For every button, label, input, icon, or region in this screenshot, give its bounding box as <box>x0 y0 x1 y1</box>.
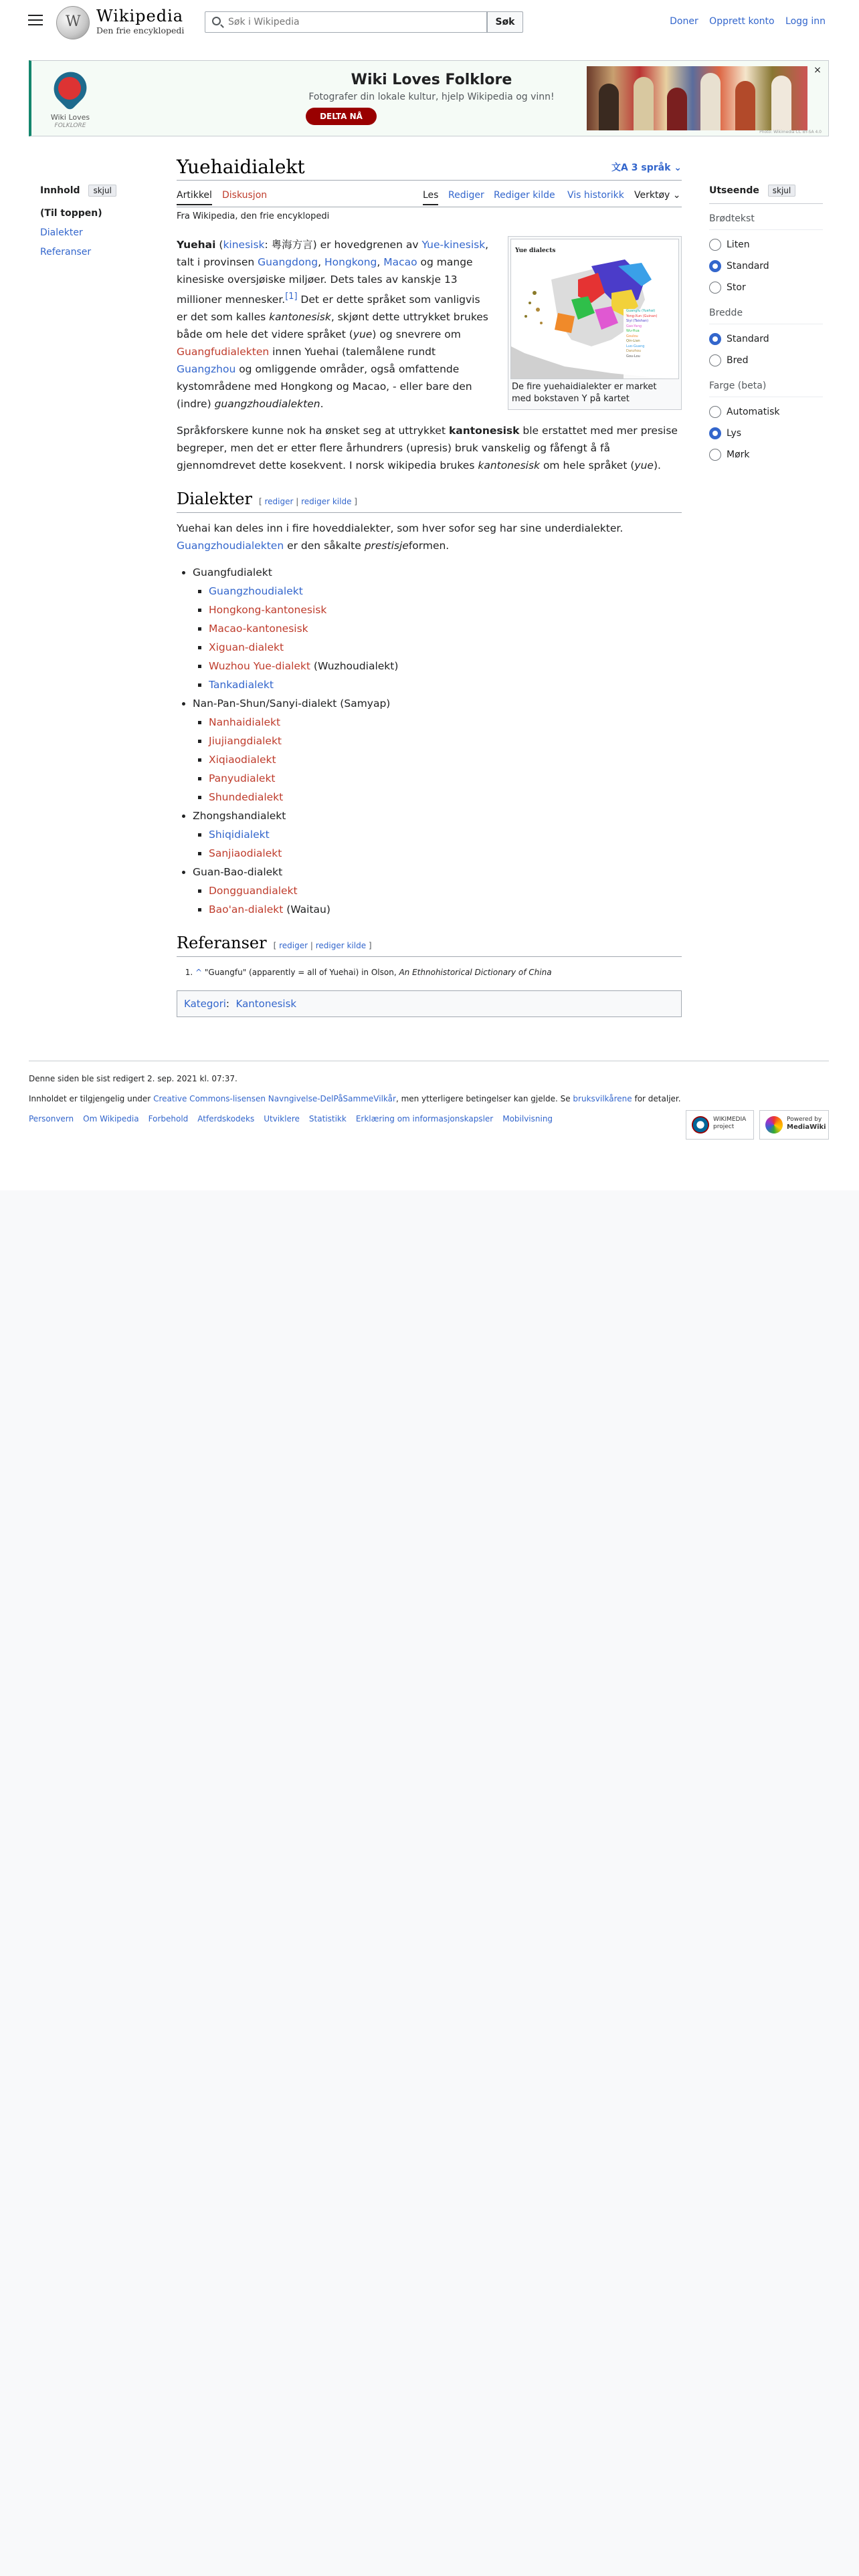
subdialect-link[interactable]: Hongkong-kantonesisk <box>209 604 327 617</box>
participate-button[interactable]: DELTA NÅ <box>306 108 377 125</box>
link-hongkong[interactable]: Hongkong <box>324 256 377 268</box>
dialect-group-name: Guan-Bao-dialekt <box>193 866 283 879</box>
map-legend-item: Goulou <box>626 334 638 338</box>
footer-link[interactable]: Forbehold <box>148 1114 189 1123</box>
subdialect-item <box>209 657 682 675</box>
subdialect-link[interactable]: Wuzhou Yue-dialekt <box>209 660 310 673</box>
login-link[interactable]: Logg inn <box>785 16 826 27</box>
link-guangzhou[interactable]: Guangzhou <box>177 363 236 376</box>
radio-unchecked-icon[interactable] <box>709 239 721 251</box>
appearance-option-label: Liten <box>727 239 750 250</box>
subdialect-link[interactable]: Sanjiaodialekt <box>209 847 282 860</box>
subdialect-link[interactable]: Jiujiangdialekt <box>209 735 282 748</box>
mediawiki-logo-icon <box>765 1116 783 1134</box>
tab-edit[interactable]: Rediger <box>448 190 484 201</box>
reference-text: "Guangfu" (apparently = all of Yuehai) in Olson, <box>202 968 399 978</box>
category-label-link[interactable]: Kategori <box>184 998 226 1010</box>
radio-checked-icon[interactable] <box>709 427 721 439</box>
p1-text: , skjønt dette uttrykket brukes både om hele det videre språket ( <box>177 311 488 341</box>
page <box>0 0 859 1190</box>
toc-link-dialects[interactable]: Dialekter <box>40 227 83 238</box>
article-main <box>177 154 682 1017</box>
link-guangfudialekten[interactable]: Guangfudialekten <box>177 346 270 358</box>
article-body <box>177 236 682 1017</box>
appearance-heading <box>709 185 823 204</box>
map-legend-item: Qin-Lian <box>626 339 640 343</box>
subdialect-item <box>209 901 682 918</box>
subdialect-item <box>209 714 682 731</box>
appearance-option-label: Standard <box>727 334 769 344</box>
footer-link[interactable]: Erklæring om informasjonskapsler <box>355 1114 494 1123</box>
radio-unchecked-icon[interactable] <box>709 354 721 366</box>
edit-source-section-link[interactable]: rediger kilde <box>301 497 352 507</box>
page-title: Yuehaidialekt <box>177 154 682 181</box>
p3-italic: prestisje <box>364 540 409 552</box>
tab-edit-source[interactable]: Rediger kilde <box>494 190 555 201</box>
photo-figure <box>771 76 791 130</box>
photo-figure <box>700 73 721 130</box>
reference-list <box>195 964 682 981</box>
subdialect-list <box>209 882 682 918</box>
p1-text: , <box>377 256 384 268</box>
donate-link[interactable]: Doner <box>670 16 698 27</box>
footer-link[interactable]: Personvern <box>29 1114 74 1123</box>
photo-figure <box>667 88 687 130</box>
appearance-option[interactable] <box>709 401 823 423</box>
license-text-part: Innholdet er tilgjengelig under <box>29 1094 154 1103</box>
appearance-option[interactable] <box>709 350 823 371</box>
p2-text: om hele språket ( <box>540 459 635 472</box>
banner-logo-caption <box>43 113 97 130</box>
toc-item-references[interactable] <box>40 247 140 257</box>
wikipedia-tagline: Den frie encyklopedi <box>96 25 185 35</box>
map-legend-item: Wu-Hua <box>626 329 640 333</box>
section-edit-links: [ rediger | rediger kilde ] <box>273 941 372 951</box>
dialect-list <box>193 564 682 918</box>
dialect-group-name: Nan-Pan-Shun/Sanyi-dialekt (Samyap) <box>193 697 391 710</box>
p1-text: og mange kinesiske oversjøiske miljøer. Dets tales av kanskje 13 millioner mennesker. <box>177 256 473 306</box>
subdialect-item <box>209 770 682 787</box>
appearance-option[interactable] <box>709 423 823 444</box>
search-input[interactable] <box>228 15 482 29</box>
reference-link-1[interactable]: [1] <box>285 292 298 302</box>
p1-text: ) og snevrere om <box>372 328 461 341</box>
appearance-group-title: Farge (beta) <box>709 381 823 397</box>
subdialect-item <box>209 788 682 806</box>
chevron-down-icon: ⌄ <box>670 163 682 173</box>
subdialect-item <box>209 751 682 768</box>
terms-link[interactable]: bruksvilkårene <box>573 1094 632 1103</box>
appearance-option-label: Automatisk <box>727 407 780 417</box>
table-of-contents <box>40 185 140 257</box>
appearance-panel <box>709 185 823 465</box>
p1-text: : 粵海方言) er hovedgrenen av <box>264 239 422 251</box>
map-legend-item: Gao-Yang <box>626 324 642 328</box>
main-menu-icon[interactable] <box>28 15 43 27</box>
p1-text: ( <box>215 239 223 251</box>
appearance-hide-button[interactable]: skjul <box>768 185 795 197</box>
subdialect-item <box>209 639 682 656</box>
create-account-link[interactable]: Opprett konto <box>709 16 775 27</box>
footer-link[interactable]: Statistikk <box>308 1114 347 1123</box>
subdialect-list <box>209 582 682 693</box>
appearance-option[interactable] <box>709 444 823 465</box>
user-links <box>662 16 826 27</box>
map-legend-item: Yong-Xun (Guinan) <box>626 314 658 318</box>
photo-figure <box>599 84 619 130</box>
map-legend-item: Luo-Guang <box>626 344 645 348</box>
p1-text: innen Yuehai (talemålene rundt <box>269 346 436 358</box>
link-macao[interactable]: Macao <box>383 256 417 268</box>
toc-item-top[interactable]: (Til toppen) <box>40 208 102 219</box>
page-tabs <box>177 185 682 207</box>
map-caption: De fire yuehaidialekter er market med bokstaven Y på kartet <box>512 382 657 404</box>
reference-backlink[interactable]: ^ <box>195 968 203 978</box>
folklore-photo <box>587 66 807 130</box>
tools-label: Verktøy <box>634 190 670 201</box>
site-sub: Fra Wikipedia, den frie encyklopedi <box>177 211 330 221</box>
language-count: 3 språk <box>631 163 671 173</box>
footer-link[interactable]: Om Wikipedia <box>83 1114 139 1123</box>
close-icon[interactable]: × <box>814 65 822 76</box>
photo-figure <box>735 81 755 130</box>
subdialect-link[interactable]: Panyudialekt <box>209 772 276 785</box>
banner-subtitle: Fotografer din lokale kultur, hjelp Wikipedia og vinn! <box>308 92 555 102</box>
p2-text: ble erstattet med mer presise begreper, men det er etter flere århundrers (upresis) bruk vanskelig og fåfengt å få gjennomdrevet dette kosekvent. I norsk wikipedia brukes <box>177 425 678 472</box>
license-link[interactable]: Creative Commons-lisensen Navngivelse-DelPåSammeVilkår <box>153 1094 396 1103</box>
site-header <box>0 0 859 44</box>
map-legend <box>626 309 657 359</box>
translate-icon: 文A <box>611 163 632 173</box>
appearance-options <box>709 234 823 298</box>
map-legend-item: Guangfu (Yuehai) <box>626 309 656 313</box>
subdialect-link[interactable]: Shiqidialekt <box>209 829 270 841</box>
subdialect-alias: (Wuzhoudialekt) <box>310 660 399 673</box>
subdialect-item <box>209 732 682 750</box>
appearance-option[interactable] <box>709 328 823 350</box>
toc-item-dialects[interactable] <box>40 227 140 238</box>
p1-text: Det er dette språket som vanligvis er det som kalles <box>177 294 480 324</box>
appearance-options <box>709 328 823 371</box>
p1-text: , <box>318 256 324 268</box>
banner-logo-text: Wiki Loves <box>50 113 90 122</box>
section-heading-references <box>177 934 682 957</box>
radio-checked-icon[interactable] <box>709 333 721 345</box>
section-title-references: Referanser <box>177 934 267 953</box>
p3-text: Yuehai kan deles inn i fire hoveddialekter, som hver sofor seg har sine underdialekter. <box>177 522 624 535</box>
p1-text: . <box>320 398 324 411</box>
edit-section-link[interactable]: rediger <box>264 497 294 507</box>
subdialect-item <box>209 882 682 899</box>
subdialect-item <box>209 826 682 843</box>
p2-text: Språkforskere kunne nok ha ønsket seg at uttrykket <box>177 425 449 437</box>
reference-item <box>195 964 682 981</box>
appearance-option[interactable] <box>709 255 823 277</box>
p1-text: og omliggende områder, også omfattende kystområdene med Hongkong og Macao, - eller bare den (indre) <box>177 363 472 411</box>
photo-figure <box>634 77 654 130</box>
section-heading-dialects <box>177 490 682 513</box>
appearance-option-label: Stor <box>727 282 746 293</box>
tab-history[interactable]: Vis historikk <box>567 190 624 201</box>
appearance-option-label: Bred <box>727 355 749 366</box>
footer-link[interactable]: Utviklere <box>264 1114 300 1123</box>
second-paragraph <box>177 422 682 474</box>
section-edit-links: [ rediger | rediger kilde ] <box>258 497 357 507</box>
dialect-group <box>193 695 682 806</box>
subdialect-item <box>209 582 682 600</box>
dialect-group <box>193 564 682 693</box>
appearance-option-label: Standard <box>727 261 769 272</box>
section-title-dialects: Dialekter <box>177 490 252 509</box>
link-yue-kinesisk[interactable]: Yue-kinesisk <box>421 239 486 251</box>
appearance-group-title: Bredde <box>709 308 823 324</box>
subdialect-link[interactable]: Guangzhoudialekt <box>209 585 303 598</box>
radio-checked-icon[interactable] <box>709 260 721 272</box>
p1-italic: kantonesisk <box>269 311 331 324</box>
subdialect-link[interactable]: Dongguandialekt <box>209 885 298 897</box>
subdialect-link[interactable]: Shundedialekt <box>209 791 284 804</box>
wikipedia-wordmark[interactable]: Wikipedia <box>96 7 184 25</box>
p2-text: ). <box>653 459 661 472</box>
last-edited: Denne siden ble sist redigert 2. sep. 2021 kl. 07:37. <box>29 1074 237 1083</box>
map-legend-item: Gou-Lou <box>626 354 640 358</box>
link-guangzhoudialekten[interactable]: Guangzhoudialekten <box>177 540 284 552</box>
toc-hide-button[interactable]: skjul <box>88 185 116 197</box>
radio-unchecked-icon[interactable] <box>709 449 721 461</box>
subdialect-link[interactable]: Nanhaidialekt <box>209 716 281 729</box>
edit-section-link[interactable]: rediger <box>279 941 308 951</box>
appearance-option-label: Mørk <box>727 449 750 460</box>
subdialect-link[interactable]: Xiqiaodialekt <box>209 754 276 766</box>
dialect-group-name: Guangfudialekt <box>193 566 272 579</box>
wikimedia-badge[interactable] <box>686 1110 754 1140</box>
campaign-banner <box>29 60 829 136</box>
dialect-group <box>193 863 682 918</box>
subdialect-item <box>209 601 682 619</box>
tab-discussion[interactable]: Diskusjon <box>222 190 268 201</box>
wikipedia-globe-logo[interactable] <box>56 6 90 39</box>
dialects-paragraph <box>177 520 682 554</box>
appearance-group-title: Brødtekst <box>709 213 823 230</box>
search-button[interactable]: Søk <box>487 11 523 33</box>
appearance-option[interactable] <box>709 234 823 255</box>
mediawiki-badge-name: MediaWiki <box>787 1123 826 1131</box>
edit-source-section-link[interactable]: rediger kilde <box>315 941 367 951</box>
license-text <box>29 1093 829 1105</box>
license-text-part: , men ytterligere betingelser kan gjelde. Se <box>395 1094 573 1103</box>
subdialect-link[interactable]: Tankadialekt <box>209 679 274 691</box>
p1-italic: yue <box>353 328 373 341</box>
subdialect-item <box>209 620 682 637</box>
license-text-part: for detaljer. <box>632 1094 681 1103</box>
banner-logo-sub: FOLKLORE <box>54 122 86 129</box>
p2-bold: kantonesisk <box>448 425 520 437</box>
yue-dialects-map[interactable] <box>510 239 679 379</box>
p3-text: formen. <box>408 540 450 552</box>
banner-title: Wiki Loves Folklore <box>351 72 512 88</box>
appearance-option[interactable] <box>709 277 823 298</box>
search-box <box>205 11 487 33</box>
toc-link-references[interactable]: Referanser <box>40 247 92 257</box>
p2-italic: yue <box>634 459 654 472</box>
footer-link[interactable]: Atferdskodeks <box>197 1114 255 1123</box>
category-box: Kategori: Kantonesisk <box>177 990 682 1017</box>
tab-article[interactable]: Artikkel <box>177 190 212 205</box>
subdialect-link[interactable]: Macao-kantonesisk <box>209 623 308 635</box>
radio-unchecked-icon[interactable] <box>709 406 721 418</box>
p3-text: er den såkalte <box>284 540 365 552</box>
p1-italic: guangzhoudialekten <box>214 398 320 411</box>
appearance-title: Utseende <box>709 185 759 196</box>
tab-read[interactable]: Les <box>423 190 438 205</box>
search-icon <box>212 17 221 25</box>
map-thumbnail <box>508 236 682 410</box>
toc-heading <box>40 185 140 197</box>
link-kinesisk[interactable]: kinesisk <box>223 239 265 251</box>
mediawiki-badge-text: Powered by <box>787 1116 822 1123</box>
map-title: Yue dialects <box>515 247 556 254</box>
dialect-group <box>193 807 682 862</box>
appearance-option-label: Lys <box>727 428 742 439</box>
subdialect-item <box>209 845 682 862</box>
link-guangdong[interactable]: Guangdong <box>258 256 318 268</box>
category-link[interactable]: Kantonesisk <box>235 998 297 1010</box>
mediawiki-badge[interactable] <box>759 1110 829 1140</box>
map-legend-item: Siyi (Taishan) <box>626 319 649 323</box>
subject-name: Yuehai <box>177 239 216 251</box>
photo-credit: Photo: Wikimedia CC BY-SA 4.0 <box>759 130 822 134</box>
language-button[interactable] <box>611 160 682 174</box>
subdialect-list <box>209 714 682 806</box>
subdialect-alias: (Waitau) <box>283 903 330 916</box>
subdialect-item <box>209 676 682 693</box>
subdialect-list <box>209 826 682 862</box>
subdialect-link[interactable]: Xiguan-dialekt <box>209 641 284 654</box>
map-legend-item: Danzhou <box>626 349 642 353</box>
radio-unchecked-icon[interactable] <box>709 282 721 294</box>
tools-menu[interactable]: Verktøy ⌄ <box>634 190 681 201</box>
footer-link[interactable]: Mobilvisning <box>502 1114 553 1123</box>
reference-title: An Ethnohistorical Dictionary of China <box>399 968 552 978</box>
wikimedia-logo-icon <box>692 1116 709 1134</box>
dialect-group-name: Zhongshandialekt <box>193 810 286 823</box>
toc-title: Innhold <box>40 185 80 196</box>
subdialect-link[interactable]: Bao'an-dialekt <box>209 903 284 916</box>
site-footer <box>29 1073 829 1131</box>
p2-italic: kantonesisk <box>478 459 541 472</box>
wikimedia-badge-text: WIKIMEDIA project <box>713 1116 747 1130</box>
p1-text: , talt i provinsen <box>177 239 489 268</box>
appearance-options <box>709 401 823 465</box>
